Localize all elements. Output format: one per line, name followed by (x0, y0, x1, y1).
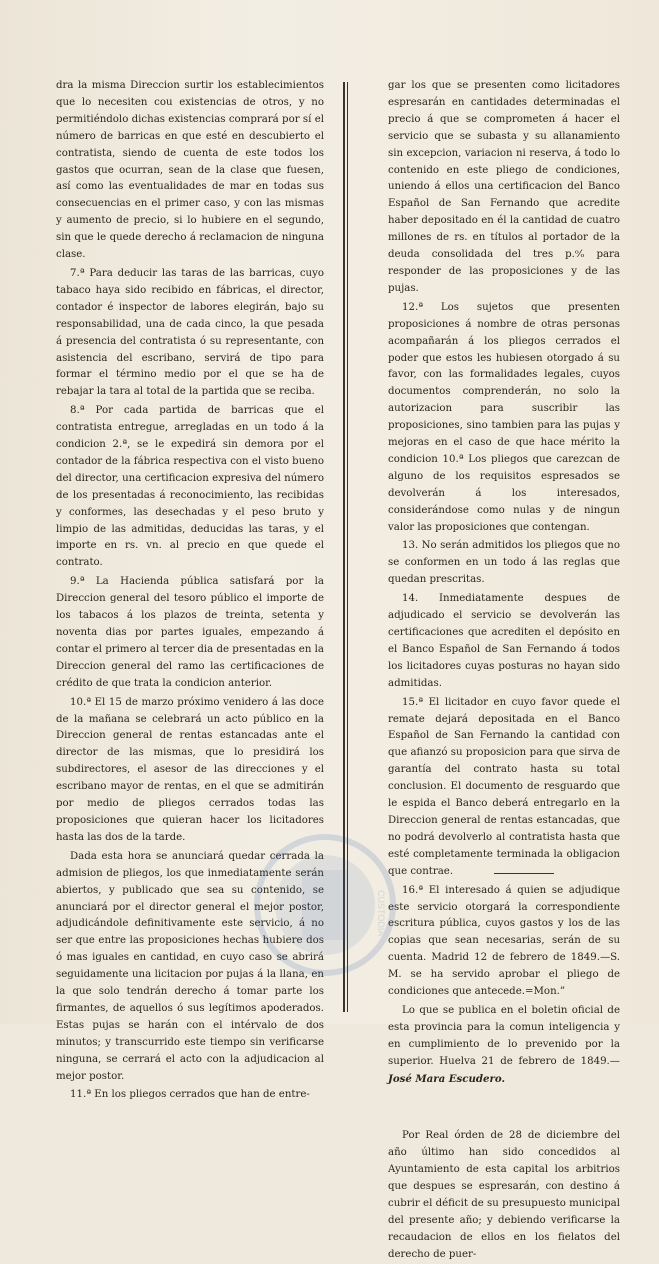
section-separator (494, 873, 554, 874)
stamp-text: CUSTODIA (376, 890, 386, 937)
paragraph: 12.ª Los sujetos que presenten proposiciones á nombre de otras personas acompañarán á los pliegos cerrados el poder que estos les hubiesen otorgado á su favor, con las formalidades legales, cuyos documentos comprenderán, no solo la autorizacion para suscribir las proposiciones, sino tambien para las pujas y mejoras en el caso de que hace mérito la condicion 10.ª Los pliegos que carezcan de alguno de los requisitos espresados se devolverán á los interesados, considerándose como nulas y de ningun valor las proposiciones que contengan. (388, 301, 620, 533)
paragraph: 10.ª El 15 de marzo próximo venidero á las doce de la mañana se celebrará un acto público en la Direccion general de rentas estancadas ante el director de las mismas, que lo presidirá los subdirectores, el asesor de las direcciones y el escribano mayor de rentas, en el que se admitirán por medio de pliegos cerrados todas las proposiciones que quieran hacer los licitadores hasta las dos de la tarde. (56, 696, 324, 843)
right-column (388, 78, 620, 1264)
paragraph: dra la misma Direccion surtir los establecimientos que lo necesiten cou existencias de otros, y no permitiéndolo dichas existencias comprará por sí el número de barricas en que esté en descubierto el contratista, siendo de cuenta de este todos los gastos que ocurran, sean de la clase que fuesen, así como las eventualidades de mar en todas sus consecuencias en el primer caso, y con las mismas y aumento de precio, si lo hubiere en el segundo, sin que le quede derecho á reclamacion de ninguna clase. (56, 80, 324, 261)
custodia-stamp-icon (250, 830, 400, 980)
paragraph: 13. No serán admitidos los pliegos que no se conformen en un todo á las reglas que quedan prescritas. (388, 540, 620, 586)
signature: José Mara Escudero. (388, 1072, 506, 1085)
paragraph: gar los que se presenten como licitadores espresarán en cantidades determinadas el precio á que se comprometen á hacer el servicio que se subasta y su allanamiento sin excepcion, variacion ni reserva, á todo lo contenido en este pliego de condiciones, uniendo á ellos una certificacion del Banco Español de San Fernando que acredite haber depositado en él la cantidad de cuatro millones de rs. en títulos al portador de la deuda consolidada del tres p.ᵒ⁄ₒ para responder de las proposiciones y de las pujas. (388, 80, 620, 294)
paragraph: Dada esta hora se anunciará quedar cerrada la admision de pliegos, los que inmediatamente serán abiertos, y publicado que sea su contenido, se anunciará por el director general el mejor postor, adjudicándole definitivamente este servicio, á no ser que entre las proposiciones hechas hubiere dos ó mas iguales en cantidad, en cuyo caso se abrirá seguidamente una licitacion por pujas á la llana, en la que solo tendrán derecho á tomar parte los firmantes, de aquellos ó sus legítimos apoderados. Estas pujas se harán con el intérvalo de dos minutos; y transcurrido este tiempo sin verificarse ninguna, se cerrará el acto con la adjudicacion al mejor postor. (56, 850, 324, 1082)
paragraph: 15.ª El licitador en cuyo favor quede el remate dejará depositada en el Banco Español de San Fernando la cantidad con que afianzó su proposicion para que sirva de garantía del contrato hasta su total conclusion. El documento de resguardo que le espida el Banco deberá entregarlo en la Direccion general de rentas estancadas, que no podrá devolverlo al contratista hasta que esté completamente terminada la obligacion que contrae. (388, 696, 620, 877)
paragraph: 11.ª En los pliegos cerrados que han de entre- (70, 1089, 310, 1101)
paragraph-new-section: Por Real órden de 28 de diciembre del año último han sido concedidos al Ayuntamiento de esta capital los arbitrios que despues se espresarán, con destino á cubrir el déficit de su presupuesto municipal del presente año; y debiendo verificarse la recaudacion de ellos en los fielatos del derecho de puer- (388, 1130, 620, 1260)
paragraph: 14. Inmediatamente despues de adjudicado el servicio se devolverán las certificaciones que acrediten el depósito en el Banco Español de San Fernando á todos los licitadores cuyas posturas no hayan sido admitidas. (388, 593, 620, 689)
section-gap (388, 1088, 620, 1128)
paragraph: 7.ª Para deducir las taras de las barricas, cuyo tabaco haya sido recibido en fábricas, el director, contador é inspector de labores elegirán, bajo su responsabilidad, una de cada cinco, la que pesada á presencia del contratista ó su representante, con asistencia del escribano, servirá de tipo para formar el término medio por el que se ha de rebajar la tara al total de la partida que se reciba. (56, 267, 324, 398)
paragraph-publication (388, 1003, 620, 1089)
paragraph: 8.ª Por cada partida de barricas que el contratista entregue, arregladas en un todo á la condicion 2.ª, se le expedirá sin demora por el contador de la fábrica respectiva con el visto bueno del director, una certificacion expresiva del número de los presentadas á reconocimiento, las recibidas y conformes, las desechadas y el peso bruto y limpio de las admitidas, deducidas las taras, y el importe en rs. vn. al precio en que quede el contrato. (56, 405, 324, 569)
paragraph: 9.ª La Hacienda pública satisfará por la Direccion general del tesoro público el importe de los tabacos á los plazos de treinta, setenta y noventa dias por partes iguales, empezando á contar el primero al tercer dia de presentadas en la Direccion general del ramo las certificaciones de crédito de que trata la condicion anterior. (56, 576, 324, 689)
publication-text: Lo que se publica en el boletin oficial de esta provincia para la comun inteligencia y en cumplimiento de lo prevenido por la superior. Huelva 21 de febrero de 1849.— (388, 1004, 620, 1067)
paragraph: 16.ª El interesado á quien se adjudique este servicio otorgará la correspondiente escritura pública, cuyos gastos y los de las copias que sean necesarias, serán de su cuenta. Madrid 12 de febrero de 1849.—S. M. se ha servido aprobar el pliego de condiciones que antecede.=Mon.” (388, 884, 620, 998)
